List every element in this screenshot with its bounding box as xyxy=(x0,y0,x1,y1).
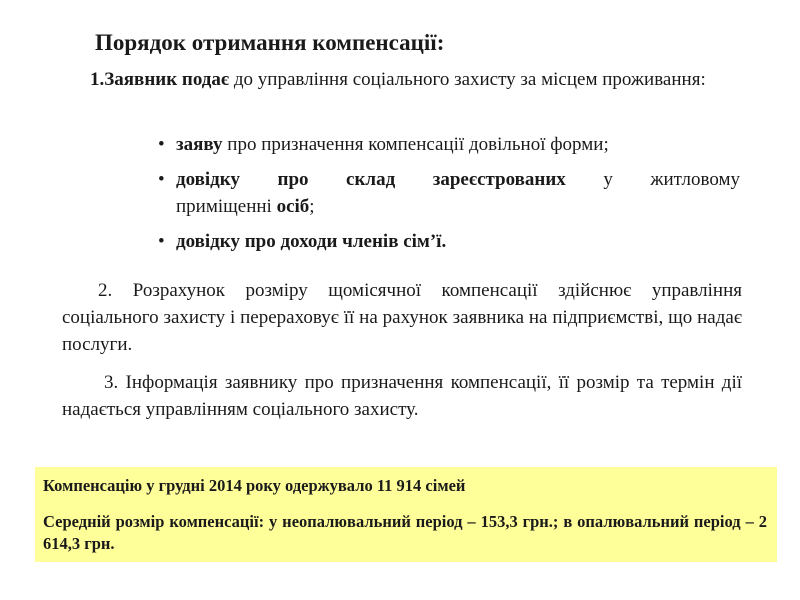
bullet-text-cont: приміщенні xyxy=(176,196,277,217)
step-3-paragraph: 3. Інформація заявнику про призначення компенсації, її розмір та термін дії надається управлінням соціального захисту. xyxy=(62,372,742,420)
bullet-bold: довідку про склад зареєстрованих xyxy=(176,169,566,190)
bullet-item-application xyxy=(150,131,740,158)
highlight-box xyxy=(35,467,777,562)
highlight-line-families: Компенсацію у грудні 2014 року одержувало 11 914 сімей xyxy=(43,476,466,495)
step-2-paragraph: 2. Розрахунок розміру щомісячної компенсації здійснює управління соціального захисту і перераховує її на рахунок заявника на підприємстві, що надає послуги. xyxy=(62,280,742,355)
bullet-icon: • xyxy=(158,169,165,190)
bullet-item-income-certificate xyxy=(150,228,740,255)
bullet-icon: • xyxy=(158,134,165,155)
bullet-icon: • xyxy=(158,231,165,252)
step-1-text: до управління соціального захисту за місцем проживання: xyxy=(229,69,706,90)
page-title: Порядок отримання компенсації: xyxy=(95,30,445,55)
highlight-line-average: Середній розмір компенсації: у неопалювальний період – 153,3 грн.; в опалювальний період – 2 614,3 грн. xyxy=(43,512,767,553)
bullet-text-end: ; xyxy=(309,196,315,217)
bullet-item-household-certificate xyxy=(150,166,740,220)
bullet-bold: довідку про доходи членів сім’ї. xyxy=(176,231,447,252)
bullet-text: про призначення компенсації довільної форми; xyxy=(222,134,609,155)
step-1-paragraph xyxy=(62,66,742,93)
step-1-lead: 1.Заявник подає xyxy=(90,69,230,90)
bullet-bold: заяву xyxy=(176,134,223,155)
bullet-bold-cont: осіб xyxy=(276,196,310,217)
bullet-text: у житловому xyxy=(565,169,740,190)
